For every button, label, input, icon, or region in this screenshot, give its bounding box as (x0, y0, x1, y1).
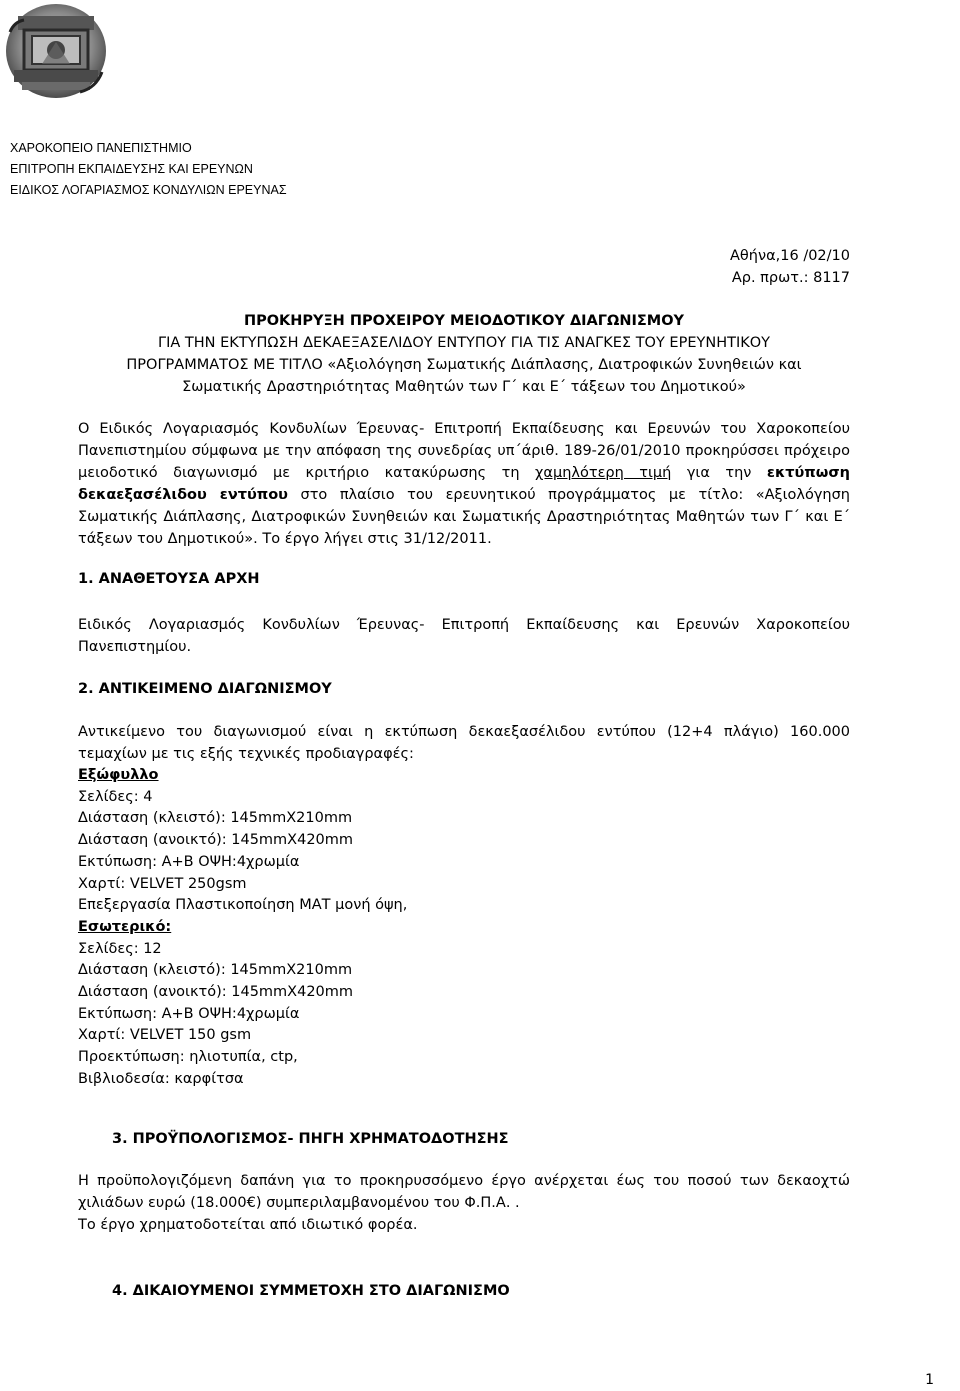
cover-heading: Εξώφυλλο (78, 767, 159, 783)
announcement-title (78, 310, 850, 398)
cover-spec-line: Σελίδες: 4 (78, 788, 153, 805)
section-2-heading: 2. ΑΝΤΙΚΕΙΜΕΝΟ ΔΙΑΓΩΝΙΣΜΟΥ (78, 681, 332, 697)
section-1-heading: 1. ΑΝΑΘΕΤΟΥΣΑ ΑΡΧΗ (78, 571, 260, 587)
title-line-4: Σωματικής Δραστηριότητας Μαθητών των Γ΄ και Ε΄ τάξεων του Δημοτικού» (182, 379, 746, 395)
cover-spec-line: Επεξεργασία Πλαστικοποίηση ΜΑΤ μονή όψη, (78, 897, 408, 914)
cover-spec-line: Εκτύπωση: Α+Β ΟΨΗ:4χρωμία (78, 853, 300, 870)
page-number: 1 (925, 1372, 934, 1388)
intro-text-1: Ο Ειδικός Λογαριασμός Κονδυλίων Έρευνας- Επιτροπή Εκπαίδευσης και Ερευνών του Χαροκοπείου Πανεπιστημίου σύμφωνα με την απόφαση της συνεδρίας υπ΄άριθ. 189-26/01/2010 προκηρύσσει πρόχειρο μειοδοτικό διαγωνισμό με κριτήριο κατακύρωσης τη (78, 421, 850, 481)
section-3-funding-text: Το έργο χρηματοδοτείται από ιδιωτικό φορέα. (78, 1217, 418, 1233)
section-3-text: Η προϋπολογιζόμενη δαπάνη για το προκηρυσσόμενο έργο ανέρχεται έως του ποσού των δεκαοχτώ χιλιάδων ευρώ (18.000€) συμπεριλαμβανομένου του Φ.Π.Α. . (78, 1173, 850, 1211)
section-2-text: Αντικείμενο του διαγωνισμού είναι η εκτύπωση δεκαεξασέλιδου εντύπου (12+4 πλάγιο) 160.000 τεμαχίων με τις εξής τεχνικές προδιαγραφές: (78, 724, 850, 762)
interior-spec-line: Διάσταση (ανοικτό): 145mmΧ420mm (78, 984, 354, 1001)
interior-spec-line: Εκτύπωση: Α+Β ΟΨΗ:4χρωμία (78, 1005, 300, 1022)
printing-subject-text: εκτύπωση δεκαεξασέλιδου εντύπου (78, 465, 850, 503)
org-name: ΧΑΡΟΚΟΠΕΙΟ ΠΑΝΕΠΙΣΤΗΜΙΟ (10, 141, 192, 155)
interior-spec-line: Χαρτί: VELVET 150 gsm (78, 1027, 252, 1044)
title-line-3: ΠΡΟΓΡΑΜΜΑΤΟΣ ΜΕ ΤΙΤΛΟ «Αξιολόγηση Σωματικής Διάπλασης, Διατροφικών Συνηθειών και (126, 357, 802, 373)
interior-spec-line: Σελίδες: 12 (78, 940, 162, 957)
university-seal-logo (4, 2, 108, 100)
cover-spec-line: Χαρτί: VELVET 250gsm (78, 875, 247, 892)
intro-text-2: για την (671, 465, 767, 481)
date-block (730, 245, 850, 289)
section-1-text: Ειδικός Λογαριασμός Κονδυλίων Έρευνας- Επιτροπή Εκπαίδευσης και Ερευνών Χαροκοπείου Πανεπιστημίου. (78, 617, 850, 655)
org-account: ΕΙΔΙΚΟΣ ΛΟΓΑΡΙΑΣΜΟΣ ΚΟΝΔΥΛΙΩΝ ΕΡΕΥΝΑΣ (10, 183, 287, 197)
org-committee: ΕΠΙΤΡΟΠΗ ΕΚΠΑΙΔΕΥΣΗΣ ΚΑΙ ΕΡΕΥΝΩΝ (10, 162, 253, 176)
interior-spec-line: Βιβλιοδεσία: καρφίτσα (78, 1070, 244, 1087)
specifications-list (78, 765, 407, 1091)
interior-spec-line: Προεκτύπωση: ηλιοτυπία, ctp, (78, 1049, 298, 1066)
intro-text-3: στο πλαίσιο του ερευνητικού προγράμματος με τίτλο: «Αξιολόγηση Σωματικής Διάπλασης, Διατροφικών Συνηθειών και Σωματικής Δραστηριότητας Μαθητών των Γ΄ και Ε΄ τάξεων του Δημοτικού». Το έργο λήγει στις 31/12/2011. (78, 487, 850, 547)
title-main: ΠΡΟΚΗΡΥΞΗ ΠΡΟΧΕΙΡΟΥ ΜΕΙΟΔΟΤΙΚΟΥ ΔΙΑΓΩΝΙΣΜΟΥ (243, 313, 685, 329)
section-4-heading: 4. ΔΙΚΑΙΟΥΜΕΝΟΙ ΣΥΜΜΕΤΟΧΗ ΣΤΟ ΔΙΑΓΩΝΙΣΜΟ (112, 1283, 510, 1299)
cover-spec-line: Διάσταση (κλειστό): 145mmΧ210mm (78, 810, 353, 827)
intro-paragraph (78, 418, 850, 550)
interior-heading: Εσωτερικό: (78, 918, 172, 935)
title-line-2: ΓΙΑ ΤΗΝ ΕΚΤΥΠΩΣΗ ΔΕΚΑΕΞΑΣΕΛΙΔΟΥ ΕΝΤΥΠΟΥ ΓΙΑ ΤΙΣ ΑΝΑΓΚΕΣ ΤΟΥ ΕΡΕΥΝΗΤΙΚΟΥ (157, 335, 771, 351)
lowest-price-text: χαμηλότερη τιμή (535, 465, 672, 481)
interior-spec-line: Διάσταση (κλειστό): 145mmΧ210mm (78, 962, 353, 979)
section-3-heading: 3. ΠΡΟΫΠΟΛΟΓΙΣΜΟΣ- ΠΗΓΗ ΧΡΗΜΑΤΟΔΟΤΗΣΗΣ (112, 1131, 509, 1147)
document-date: Αθήνα,16 /02/10 (730, 248, 850, 264)
protocol-number: Αρ. πρωτ.: 8117 (731, 270, 850, 286)
organization-header (10, 138, 287, 201)
cover-spec-line: Διάσταση (ανοικτό): 145mmΧ420mm (78, 832, 354, 849)
